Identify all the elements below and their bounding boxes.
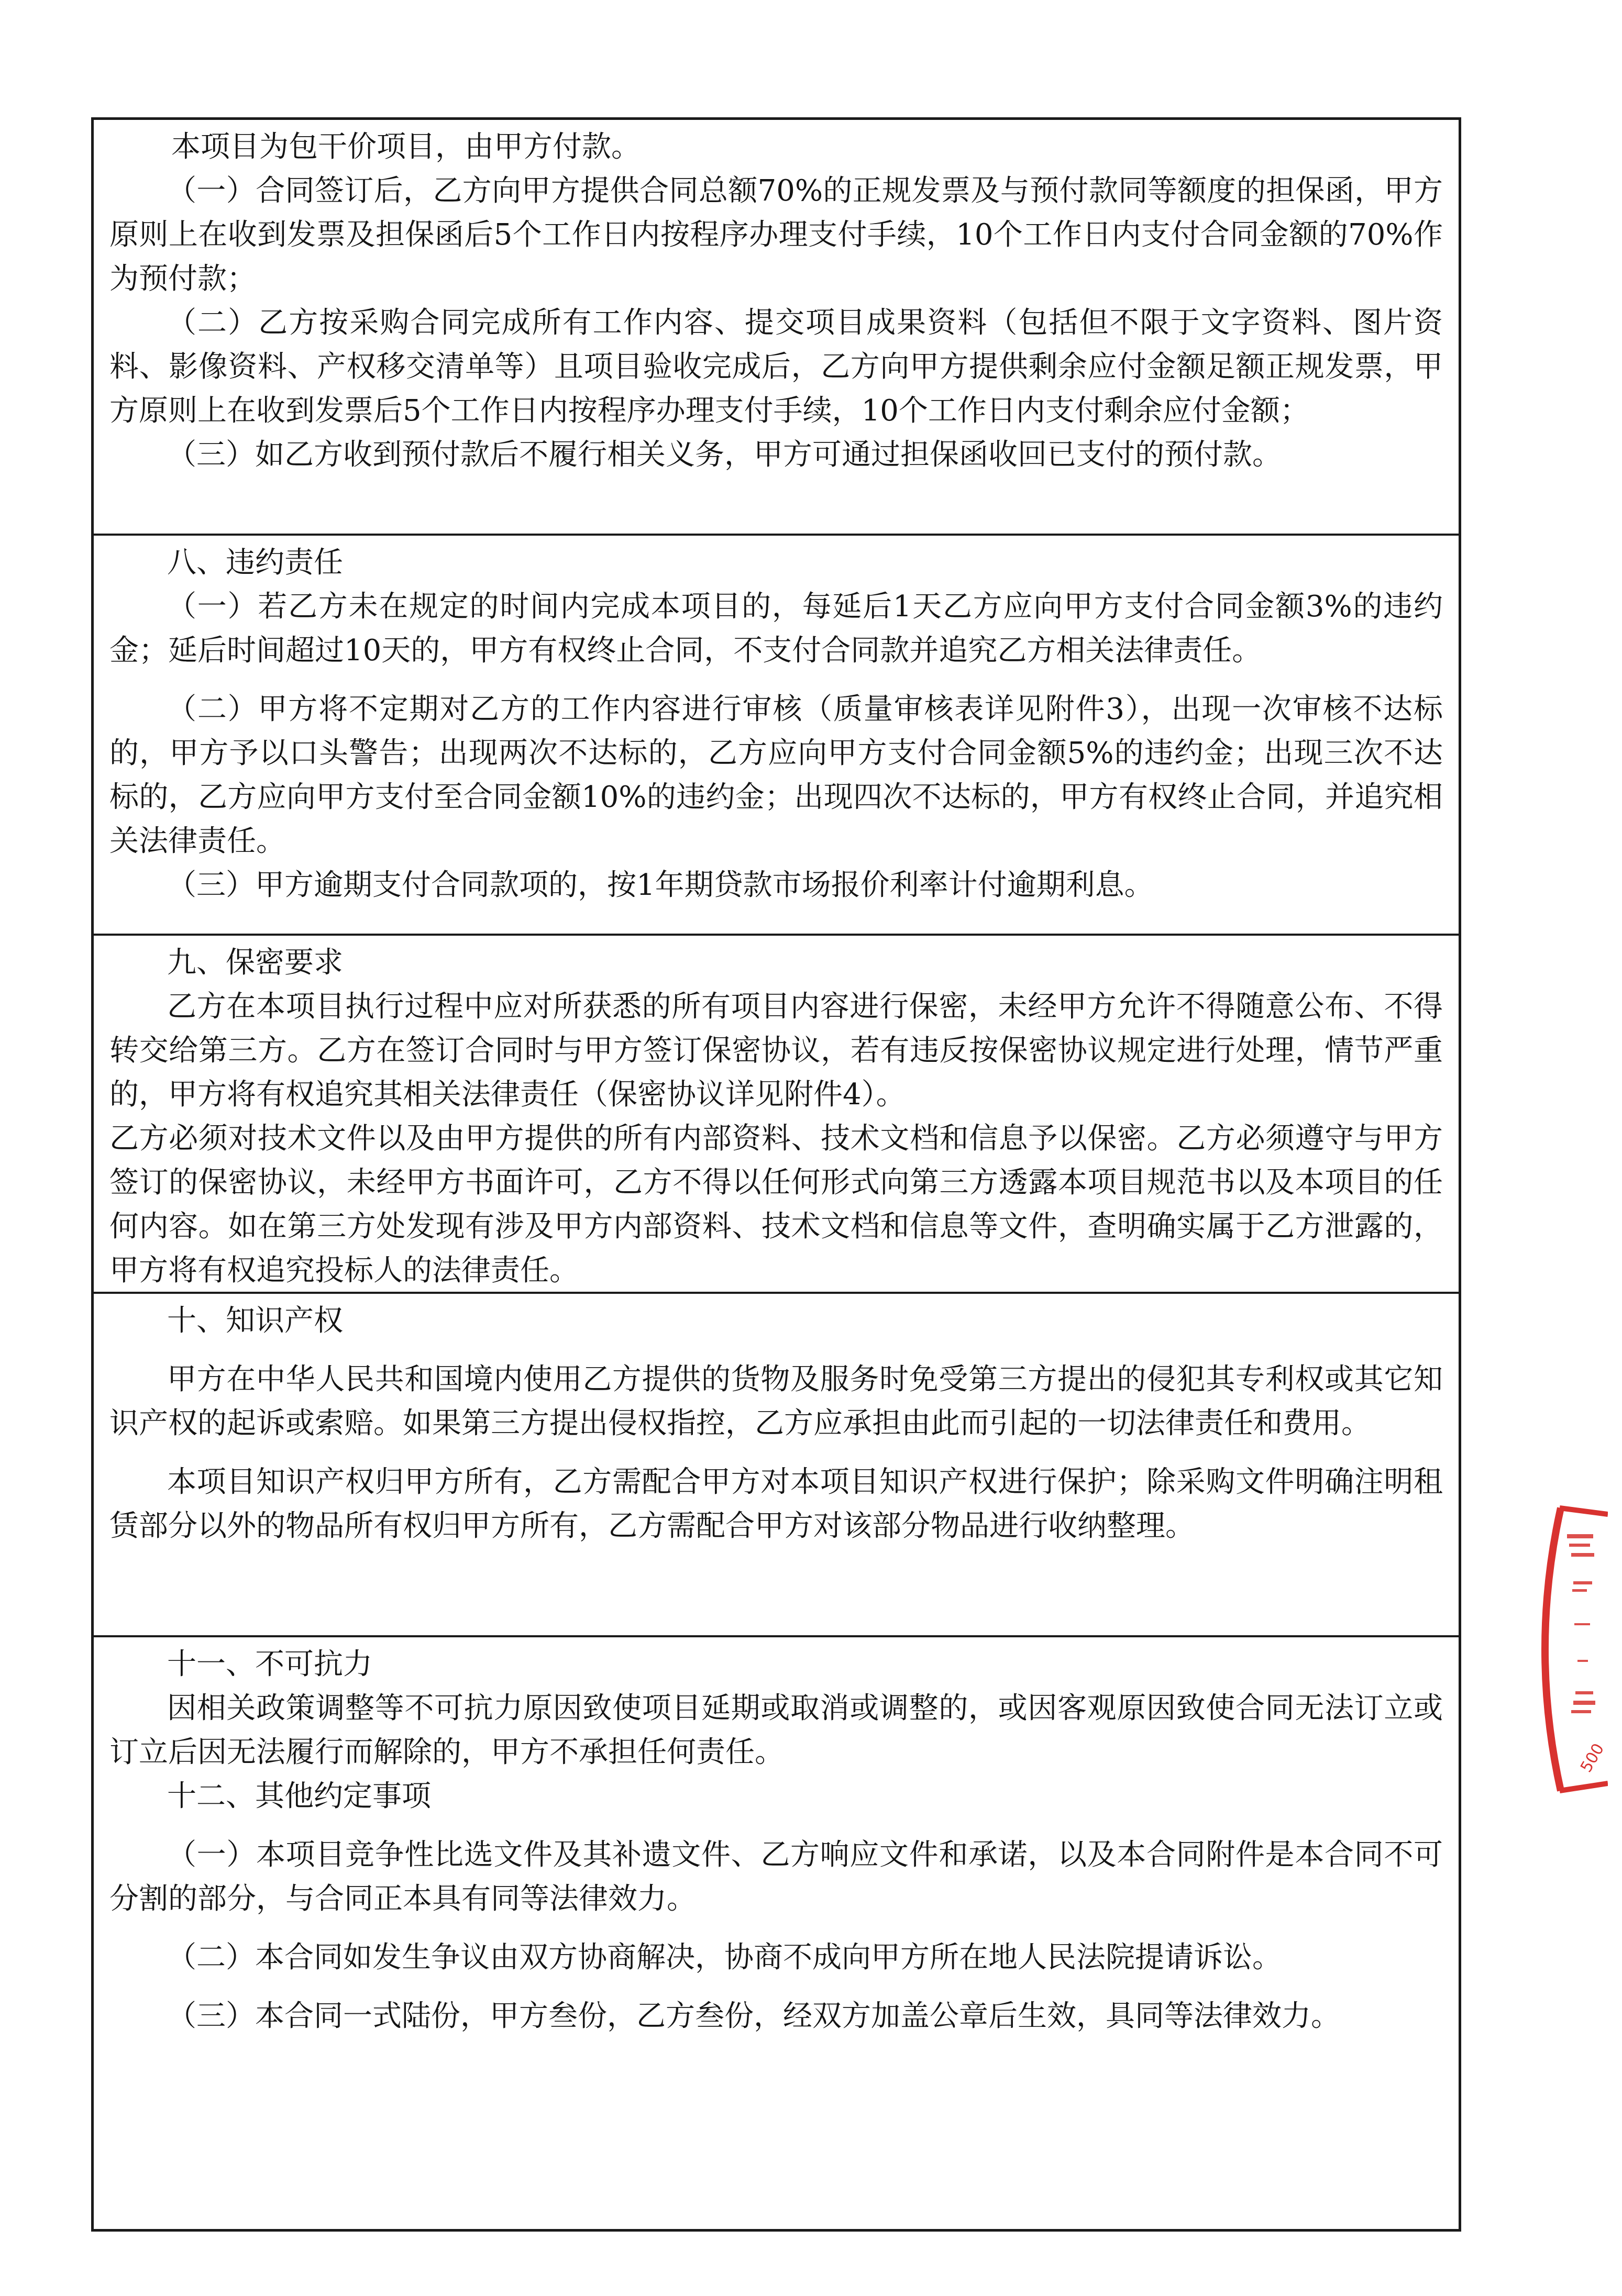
payment-clause-3: （三）如乙方收到预付款后不履行相关义务，甲方可通过担保函收回已支付的预付款。 xyxy=(167,438,1282,472)
section-heading: 八、违约责任 xyxy=(167,546,343,580)
section-heading: 十一、不可抗力 xyxy=(167,1647,372,1681)
confidentiality-paragraph-2: 乙方必须对技术文件以及由甲方提供的所有内部资料、技术文档和信息予以保密。乙方必须遵守与甲方签订的保密协议，未经甲方书面许可，乙方不得以任何形式向第三方透露本项目规范书以及本项目的任何内容。如在第三方处发现有涉及甲方内部资料、技术文档和信息等文件，查明确实属于乙方泄露的，甲方将有权追究投标人的法律责任。 xyxy=(109,1122,1443,1288)
payment-clause-2: （二）乙方按采购合同完成所有工作内容、提交项目成果资料（包括但不限于文字资料、图片资料、影像资料、产权移交清单等）且项目验收完成后，乙方向甲方提供剩余应付金额足额正规发票，甲方原则上在收到发票后5个工作日内按程序办理支付手续，10个工作日内支付剩余应付金额； xyxy=(109,306,1443,428)
ip-paragraph-2: 本项目知识产权归甲方所有，乙方需配合甲方对本项目知识产权进行保护；除采购文件明确注明租赁部分以外的物品所有权归甲方所有，乙方需配合甲方对该部分物品进行收纳整理。 xyxy=(109,1465,1443,1543)
confidentiality-paragraph-1: 乙方在本项目执行过程中应对所获悉的所有项目内容进行保密，未经甲方允许不得随意公布、不得转交给第三方。乙方在签订合同时与甲方签订保密协议，若有违反按保密协议规定进行处理，情节严重的，甲方将有权追究其相关法律责任（保密协议详见附件4）。 xyxy=(109,990,1443,1112)
contract-page-table xyxy=(91,117,1461,2232)
section-breach-liability xyxy=(94,534,1459,934)
payment-intro: 本项目为包干价项目，由甲方付款。 xyxy=(171,130,641,164)
force-majeure-paragraph: 因相关政策调整等不可抗力原因致使项目延期或取消或调整的，或因客观原因致使合同无法订立或订立后因无法履行而解除的，甲方不承担任何责任。 xyxy=(109,1691,1443,1769)
payment-clause-1: （一）合同签订后，乙方向甲方提供合同总额70%的正规发票及与预付款同等额度的担保函，甲方原则上在收到发票及担保函后5个工作日内按程序办理支付手续，10个工作日内支付合同金额的70%作为预付款； xyxy=(109,174,1443,296)
other-clause-2: （二）本合同如发生争议由双方协商解决，协商不成向甲方所在地人民法院提请诉讼。 xyxy=(167,1940,1282,1975)
breach-clause-3: （三）甲方逾期支付合同款项的，按1年期贷款市场报价利率计付逾期利息。 xyxy=(167,868,1154,902)
section-heading: 十、知识产权 xyxy=(167,1304,343,1338)
section-payment xyxy=(94,120,1459,534)
other-clause-3: （三）本合同一式陆份，甲方叁份，乙方叁份，经双方加盖公章后生效，具同等法律效力。 xyxy=(167,1999,1340,2033)
section-force-majeure-and-other xyxy=(94,1635,1459,2229)
ip-paragraph-1: 甲方在中华人民共和国境内使用乙方提供的货物及服务时免受第三方提出的侵犯其专利权或其它知识产权的起诉或索赔。如果第三方提出侵权指控，乙方应承担由此而引起的一切法律责任和费用。 xyxy=(109,1362,1443,1440)
breach-clause-1: （一）若乙方未在规定的时间内完成本项目的，每延后1天乙方应向甲方支付合同金额3%的违约金；延后时间超过10天的，甲方有权终止合同，不支付合同款并追究乙方相关法律责任。 xyxy=(109,590,1443,668)
section-heading-other: 十二、其他约定事项 xyxy=(167,1779,431,1813)
section-heading: 九、保密要求 xyxy=(167,946,343,980)
seal-number: 500 xyxy=(1577,1740,1608,1776)
other-clause-1: （一）本项目竞争性比选文件及其补遗文件、乙方响应文件和承诺，以及本合同附件是本合同不可分割的部分，与合同正本具有同等法律效力。 xyxy=(109,1838,1443,1916)
seal-stamp-partial xyxy=(1529,1503,1608,1796)
section-confidentiality xyxy=(94,934,1459,1292)
breach-clause-2: （二）甲方将不定期对乙方的工作内容进行审核（质量审核表详见附件3），出现一次审核不达标的，甲方予以口头警告；出现两次不达标的，乙方应向甲方支付合同金额5%的违约金；出现三次不达标的，乙方应向甲方支付至合同金额10%的违约金；出现四次不达标的，甲方有权终止合同，并追究相关法律责任。 xyxy=(109,692,1443,858)
section-intellectual-property xyxy=(94,1292,1459,1635)
